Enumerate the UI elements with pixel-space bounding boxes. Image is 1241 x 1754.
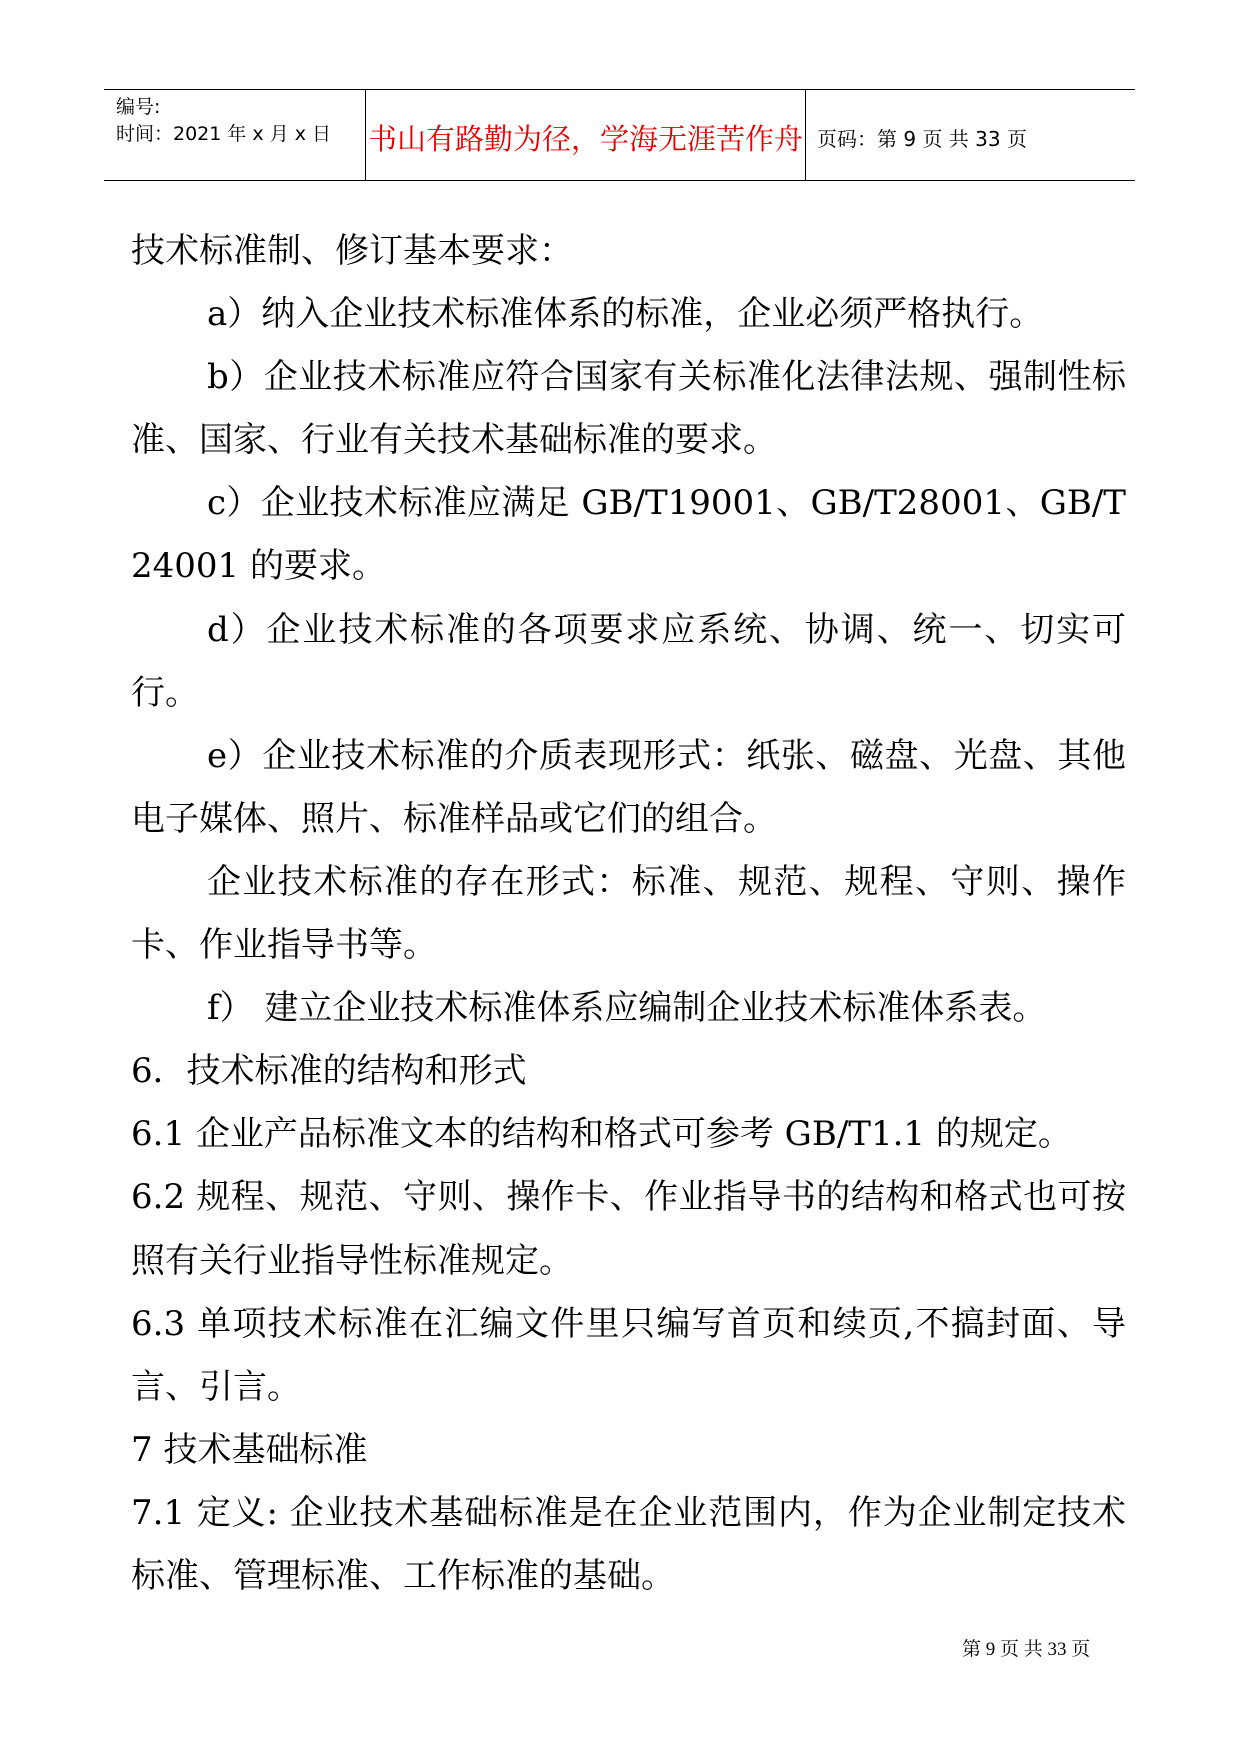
paragraph: e）企业技术标准的介质表现形式：纸张、磁盘、光盘、其他电子媒体、照片、标准样品或它们的组合。 xyxy=(131,735,1126,839)
paragraph: f） 建立企业技术标准体系应编制企业技术标准体系表。 xyxy=(207,988,1047,1029)
paragraph: b）企业技术标准应符合国家有关标准化法律法规、强制性标准、国家、行业有关技术基础标准的要求。 xyxy=(131,357,1126,461)
paragraph: 7.1 定义: 企业技术基础标准是在企业范围内，作为企业制定技术标准、管理标准、工作标准的基础。 xyxy=(131,1492,1126,1596)
header-motto: 书山有路勤为径，学海无涯苦作舟 xyxy=(366,90,806,180)
page-header xyxy=(104,89,1135,181)
paragraph: a）纳入企业技术标准体系的标准，企业必须严格执行。 xyxy=(207,294,1044,335)
document-body xyxy=(131,220,1126,1608)
paragraph: 6.2 规程、规范、守则、操作卡、作业指导书的结构和格式也可按照有关行业指导性标准规定。 xyxy=(131,1177,1126,1281)
paragraph: d）企业技术标准的各项要求应系统、协调、统一、切实可行。 xyxy=(131,609,1126,713)
paragraph: 6.1 企业产品标准文本的结构和格式可参考 GB/T1.1 的规定。 xyxy=(131,1114,1072,1155)
document-number-label: 编号: xyxy=(116,96,161,118)
page-footer: 第 9 页 共 33 页 xyxy=(962,1639,1091,1660)
section-heading: 6．技术标准的结构和形式 xyxy=(131,1051,527,1092)
paragraph: 企业技术标准的存在形式：标准、规范、规程、守则、操作卡、作业指导书等。 xyxy=(131,861,1126,966)
paragraph: 6.3 单项技术标准在汇编文件里只编写首页和续页,不搞封面、导言、引言。 xyxy=(131,1303,1126,1407)
paragraph: c）企业技术标准应满足 GB/T19001、GB/T28001、GB/T24001 的要求。 xyxy=(131,483,1126,587)
document-time: 时间：2021 年 x 月 x 日 xyxy=(116,123,332,145)
section-heading: 7 技术基础标准 xyxy=(131,1429,368,1470)
header-meta xyxy=(104,90,366,180)
header-page-code: 页码：第 9 页 共 33 页 xyxy=(817,126,1027,151)
paragraph: 技术标准制、修订基本要求： xyxy=(131,231,573,271)
